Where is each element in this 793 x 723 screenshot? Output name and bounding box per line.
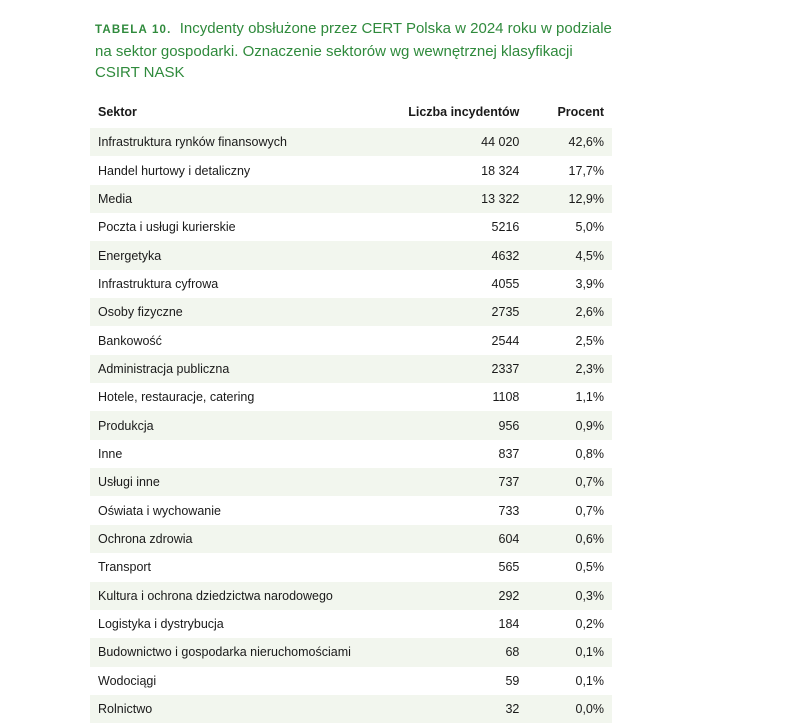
cell-percent: 2,6%	[527, 298, 612, 326]
cell-sector: Infrastruktura rynków finansowych	[90, 128, 394, 156]
table-row	[90, 468, 612, 496]
table-row	[90, 213, 612, 241]
table-row	[90, 496, 612, 524]
cell-sector: Usługi inne	[90, 468, 394, 496]
caption-label: TABELA 10.	[95, 24, 172, 36]
cell-sector: Handel hurtowy i detaliczny	[98, 163, 251, 178]
table-row	[90, 638, 612, 666]
cell-incident-count: 956	[394, 411, 527, 439]
cell-percent: 1,1%	[575, 390, 604, 405]
cell-incident-count: 4055	[491, 276, 520, 291]
table-row	[90, 355, 612, 383]
table-row	[90, 553, 612, 581]
table-row	[90, 411, 612, 439]
table-row	[90, 326, 612, 354]
cell-sector: Infrastruktura cyfrowa	[98, 276, 219, 291]
cell-percent: 5,0%	[575, 220, 604, 235]
cell-sector: Inne	[98, 446, 123, 461]
cell-incident-count: 2735	[394, 298, 527, 326]
table-row	[90, 525, 612, 553]
cell-incident-count: 68	[394, 638, 527, 666]
cell-incident-count: 4632	[394, 241, 527, 269]
cell-incident-count: 32	[394, 695, 527, 723]
cell-percent: 0,7%	[527, 468, 612, 496]
table-row	[90, 695, 612, 723]
cell-sector: Hotele, restauracje, catering	[98, 390, 255, 405]
cell-incident-count: 18 324	[481, 163, 520, 178]
cell-percent: 42,6%	[527, 128, 612, 156]
header-sector: Sektor	[98, 105, 137, 119]
table-row	[90, 156, 612, 184]
cell-sector: Media	[90, 185, 394, 213]
table-row	[90, 128, 612, 156]
cell-percent: 0,8%	[575, 446, 604, 461]
cell-sector: Energetyka	[90, 241, 394, 269]
cell-incident-count: 2337	[394, 355, 527, 383]
incidents-table	[90, 96, 612, 723]
cell-sector: Osoby fizyczne	[90, 298, 394, 326]
cell-incident-count: 5216	[491, 220, 520, 235]
table-header-row	[90, 96, 612, 128]
table-row	[90, 241, 612, 269]
cell-percent: 0,2%	[575, 617, 604, 632]
table-body	[90, 128, 612, 723]
cell-percent: 0,1%	[575, 673, 604, 688]
cell-percent: 2,3%	[527, 355, 612, 383]
cell-sector: Budownictwo i gospodarka nieruchomościami	[90, 638, 394, 666]
cell-sector: Kultura i ochrona dziedzictwa narodowego	[90, 582, 394, 610]
cell-percent: 2,5%	[575, 333, 604, 348]
cell-sector: Transport	[98, 560, 152, 575]
cell-incident-count: 59	[505, 673, 520, 688]
table-row	[90, 610, 612, 638]
cell-sector: Ochrona zdrowia	[90, 525, 394, 553]
cell-percent: 0,9%	[527, 411, 612, 439]
cell-incident-count: 604	[394, 525, 527, 553]
cell-sector: Poczta i usługi kurierskie	[98, 220, 236, 235]
cell-sector: Administracja publiczna	[90, 355, 394, 383]
cell-incident-count: 733	[498, 503, 520, 518]
cell-percent: 0,5%	[575, 560, 604, 575]
cell-sector: Produkcja	[90, 411, 394, 439]
cell-percent: 17,7%	[568, 163, 604, 178]
table-row	[90, 582, 612, 610]
cell-sector: Oświata i wychowanie	[98, 503, 221, 518]
header-percent: Procent	[557, 105, 604, 119]
table-row	[90, 383, 612, 411]
header-incident-count: Liczba incydentów	[408, 105, 520, 119]
cell-incident-count: 737	[394, 468, 527, 496]
cell-percent: 0,3%	[527, 582, 612, 610]
cell-incident-count: 292	[394, 582, 527, 610]
cell-incident-count: 13 322	[394, 185, 527, 213]
cell-percent: 4,5%	[527, 241, 612, 269]
cell-percent: 0,0%	[527, 695, 612, 723]
cell-incident-count: 565	[498, 560, 520, 575]
cell-incident-count: 44 020	[394, 128, 527, 156]
cell-percent: 3,9%	[575, 276, 604, 291]
table-row	[90, 298, 612, 326]
cell-sector: Logistyka i dystrybucja	[98, 617, 224, 632]
cell-percent: 0,1%	[527, 638, 612, 666]
cell-sector: Wodociągi	[98, 673, 157, 688]
cell-sector: Rolnictwo	[90, 695, 394, 723]
cell-incident-count: 2544	[491, 333, 520, 348]
table-row	[90, 440, 612, 468]
cell-percent: 0,7%	[575, 503, 604, 518]
cell-percent: 0,6%	[527, 525, 612, 553]
cell-incident-count: 1108	[492, 390, 520, 405]
caption-text: Incydenty obsłużone przez CERT Polska w 2024 roku w podziale na sektor gospodarki. Oznaczenie sektorów wg wewnętrznej klasyfikacji CSIRT NASK	[95, 20, 612, 81]
table-row	[90, 270, 612, 298]
table-caption	[95, 18, 615, 83]
cell-incident-count: 184	[498, 617, 520, 632]
cell-incident-count: 837	[498, 446, 520, 461]
cell-sector: Bankowość	[98, 333, 162, 348]
cell-percent: 12,9%	[527, 185, 612, 213]
table-row	[90, 667, 612, 695]
table-row	[90, 185, 612, 213]
